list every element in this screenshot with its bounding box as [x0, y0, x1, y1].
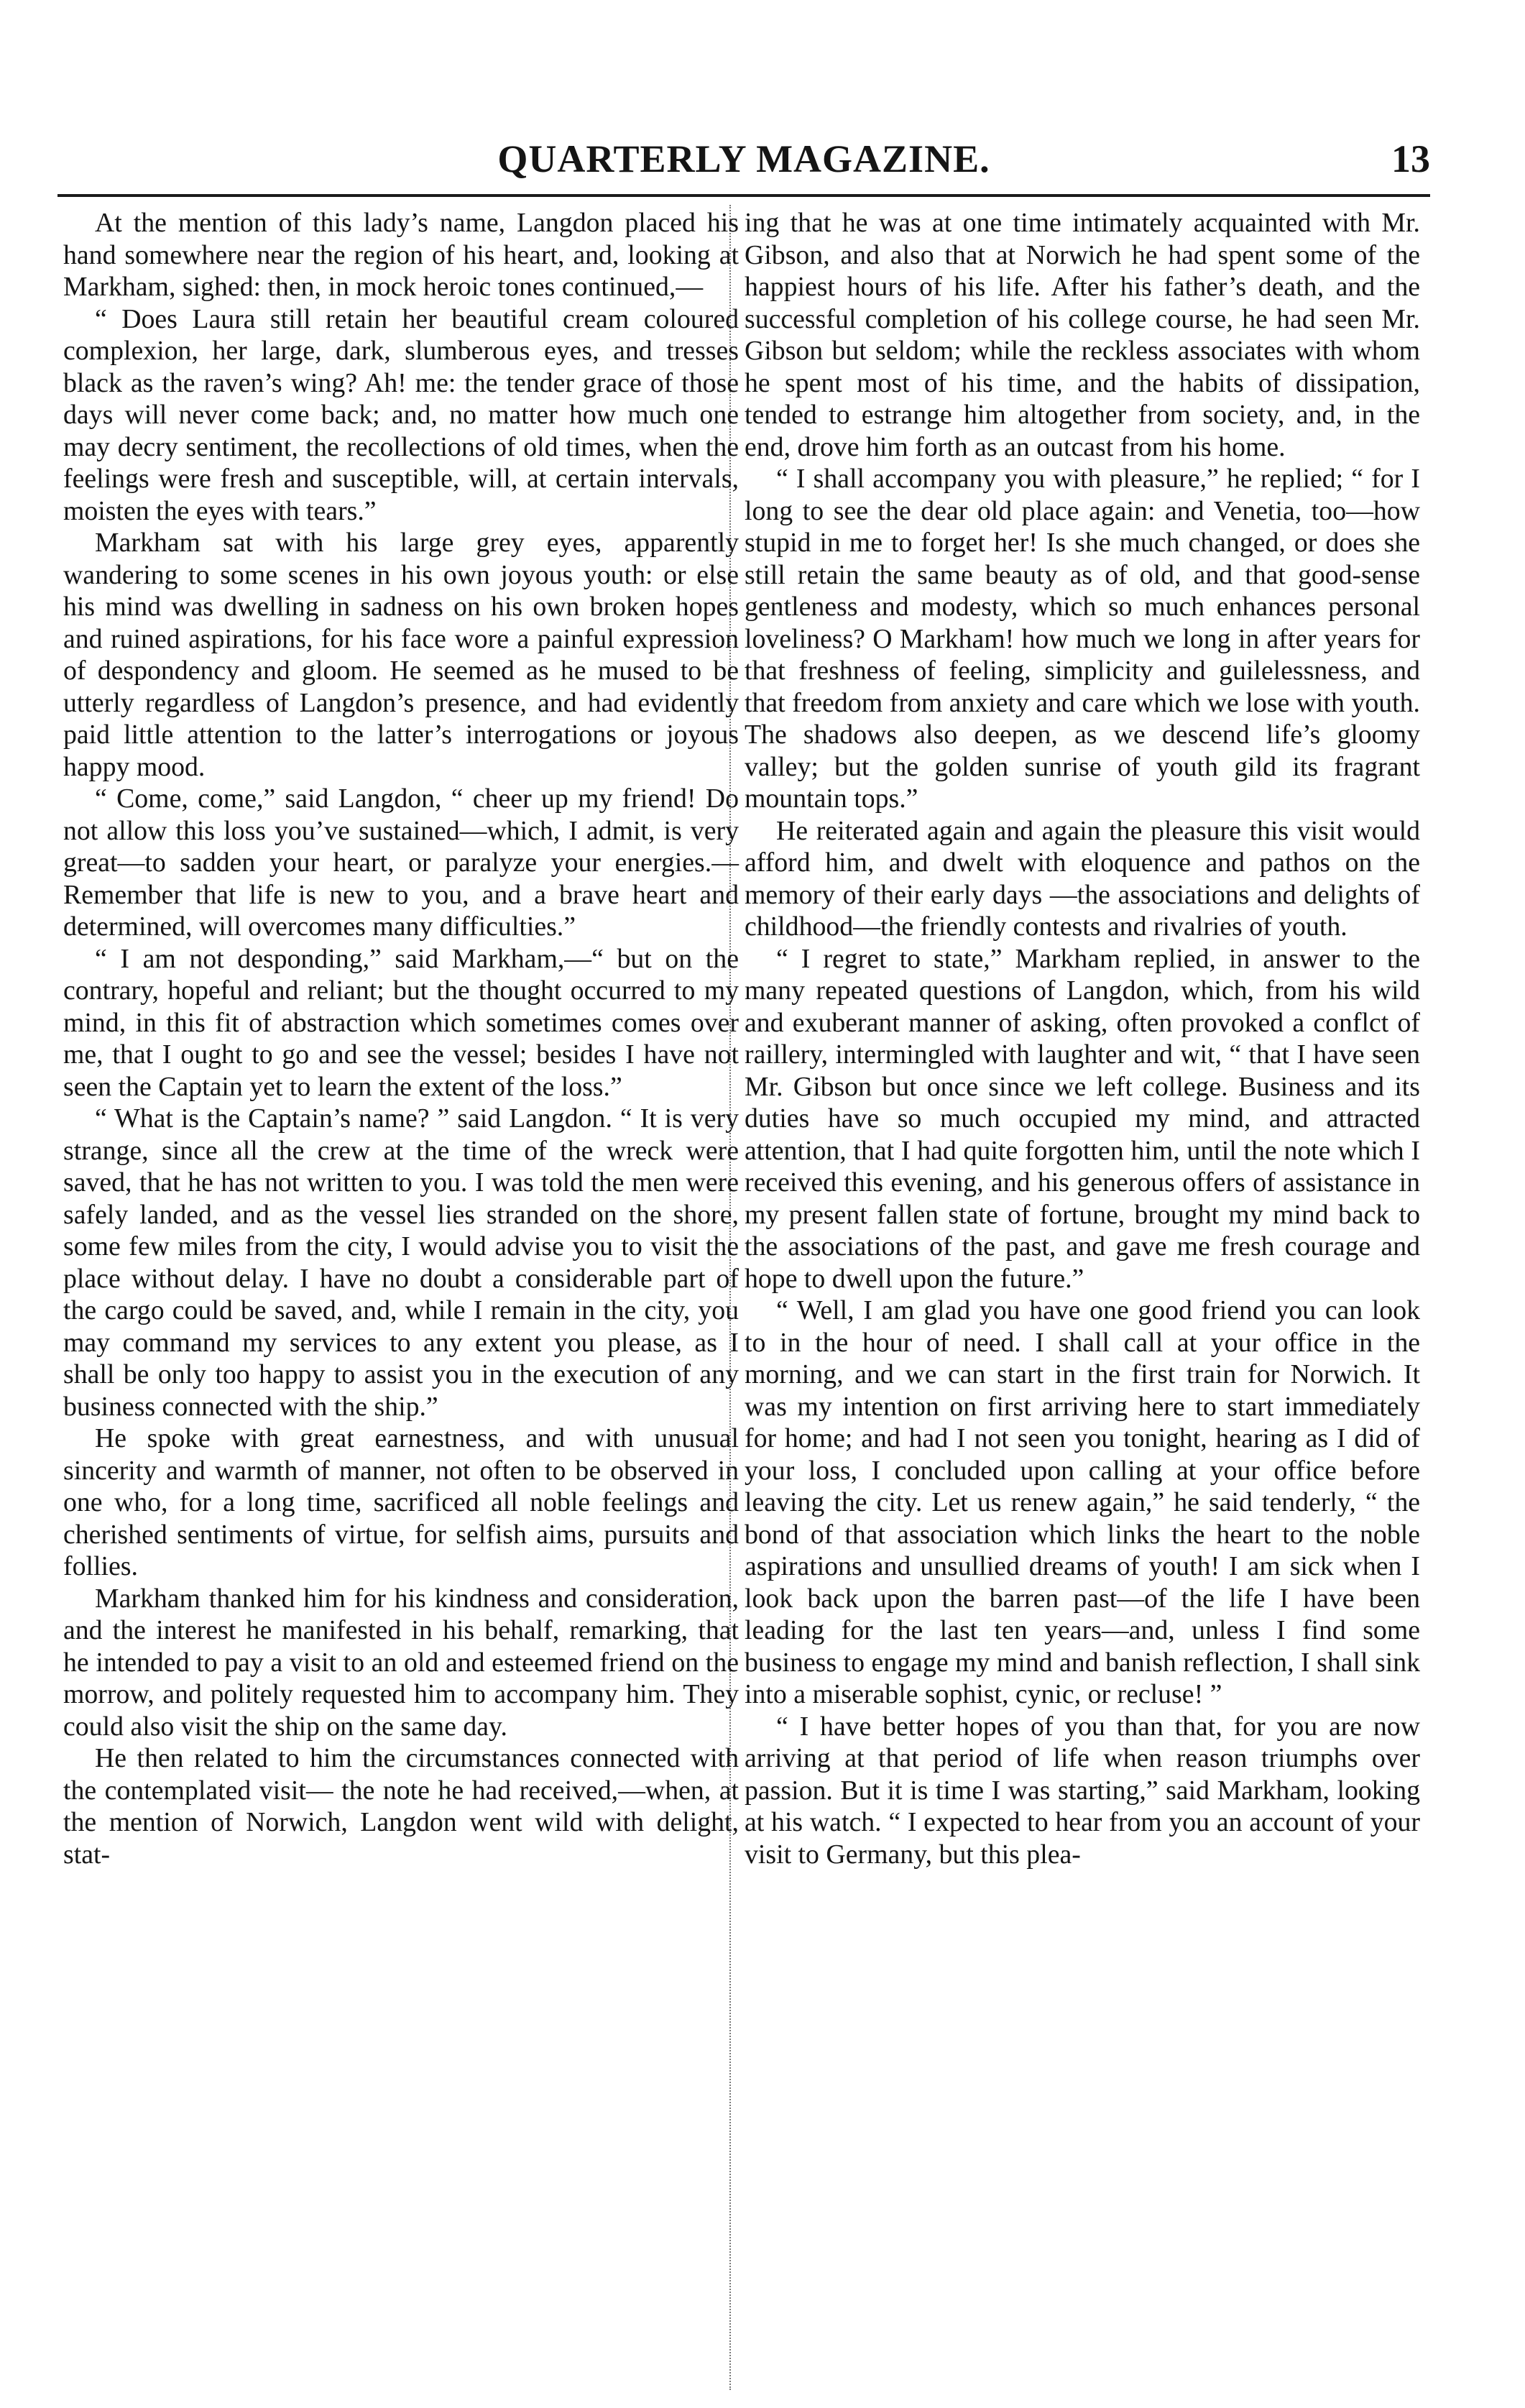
- paragraph: At the mention of this lady’s name, Langdon placed his hand somewhere near the region of his heart, and, looking at Markham, sighed: then, in mock heroic tones continued,—: [63, 208, 739, 302]
- paragraph-continued: ing that he was at one time intimately acquainted with Mr. Gibson, and also that at Norwich he had spent some of the happiest hours of his life. After his father’s death, and the successful completion of his college course, he had seen Mr. Gibson but seldom; while the reckless associates with whom he spent most of his time, and the habits of dissipation, tended to estrange him altogether from society, and, in the end, drove him forth as an outcast from his home.: [745, 208, 1420, 462]
- header-rule: [57, 194, 1430, 197]
- paragraph: “ Well, I am glad you have one good friend you can look to in the hour of need. I shall call at your office in the morning, and we can start in the first train for Norwich. It was my intention on first arriving here to start immediately for home; and had I not seen you tonight, hearing as I did of your loss, I concluded upon calling at your office before leaving the city. Let us renew again,” he said tenderly, “ the bond of that association which links the heart to the noble aspirations and unsullied dreams of youth! I am sick when I look back upon the barren past—of the life I have been leading for the last ten years—and, unless I find some business to engage my mind and banish reflection, I shall sink into a miserable sophist, cynic, or recluse! ”: [745, 1295, 1420, 1709]
- paragraph: Markham thanked him for his kindness and consideration, and the interest he manifested in his behalf, remarking, that he intended to pay a visit to an old and esteemed friend on the morrow, and politely requested him to accompany him. They could also visit the ship on the same day.: [63, 1583, 739, 1742]
- paragraph: “ What is the Captain’s name? ” said Langdon. “ It is very strange, since all the crew at the time of the wreck were saved, that he has not written to you. I was told the men were safely landed, and as the vessel lies stranded on the shore, some few miles from the city, I would advise you to visit the place without delay. I have no doubt a considerable part of the cargo could be saved, and, while I remain in the city, you may command my services to any extent you please, as I shall be only too happy to assist you in the execution of any business connected with the ship.”: [63, 1103, 739, 1422]
- paragraph: “ Does Laura still retain her beautiful cream coloured complexion, her large, dark, slumberous eyes, and tresses black as the raven’s wing? Ah! me: the tender grace of those days will never come back; and, no matter how much one may decry sentiment, the recollections of old times, when the feelings were fresh and susceptible, will, at certain intervals, moisten the eyes with tears.”: [63, 303, 739, 526]
- left-column: [63, 207, 739, 1870]
- paragraph: Markham sat with his large grey eyes, apparently wandering to some scenes in his own joyous youth: or else his mind was dwelling in sadness on his own broken hopes and ruined aspirations, for his face wore a painful expression of despondency and gloom. He seemed as he mused to be utterly regardless of Langdon’s presence, and had evidently paid little attention to the latter’s interrogations or joyous happy mood.: [63, 528, 739, 782]
- page-number: 13: [1391, 137, 1430, 180]
- paragraph: “ I shall accompany you with pleasure,” he replied; “ for I long to see the dear old place again: and Venetia, too—how stupid in me to forget her! Is she much changed, or does she still retain the same beauty as of old, and that good-sense gentleness and modesty, which so much enhances personal loveliness? O Markham! how much we long in after years for that freshness of feeling, simplicity and guilelessness, and that freedom from anxiety and care which we lose with youth. The shadows also deepen, as we descend life’s gloomy valley; but the golden sunrise of youth gild its fragrant mountain tops.”: [745, 464, 1420, 814]
- paragraph: He spoke with great earnestness, and with unusual sincerity and warmth of manner, not often to be observed in one who, for a long time, sacrificed all noble feelings and cherished sentiments of virtue, for selfish aims, pursuits and follies.: [63, 1423, 739, 1581]
- paragraph: “ I regret to state,” Markham replied, in answer to the many repeated questions of Langdon, which, from his wild and exuberant manner of asking, often provoked a conflct of raillery, intermingled with laughter and wit, “ that I have seen Mr. Gibson but once since we left college. Business and its duties have so much occupied my mind, and attracted attention, that I had quite forgotten him, until the note which I received this evening, and his generous offers of assistance in my present fallen state of fortune, brought my mind back to the associations of the past, and gave me fresh courage and hope to dwell upon the future.”: [745, 943, 1420, 1294]
- right-column: [745, 207, 1420, 1870]
- running-title: QUARTERLY MAGAZINE.: [497, 137, 990, 180]
- running-header: [57, 137, 1430, 196]
- paragraph: He reiterated again and again the pleasure this visit would afford him, and dwelt with eloquence and pathos on the memory of their early days —the associations and delights of childhood—the friendly contests and rivalries of youth.: [745, 815, 1420, 942]
- paragraph: “ I have better hopes of you than that, for you are now arriving at that period of life when reason triumphs over passion. But it is time I was starting,” said Markham, looking at his watch. “ I expected to hear from you an account of your visit to Germany, but this plea-: [745, 1711, 1420, 1870]
- paragraph: “ Come, come,” said Langdon, “ cheer up my friend! Do not allow this loss you’ve sustained—which, I admit, is very great—to sadden your heart, or paralyze your energies.—Remember that life is new to you, and a brave heart and determined, will overcomes many difficulties.”: [63, 783, 739, 942]
- paragraph: He then related to him the circumstances connected with the contemplated visit— the note he had received,—when, at the mention of Norwich, Langdon went wild with delight, stat-: [63, 1743, 739, 1870]
- paragraph: “ I am not desponding,” said Markham,—“ but on the contrary, hopeful and reliant; but the thought occurred to my mind, in this fit of abstraction which sometimes comes over me, that I ought to go and see the vessel; besides I have not seen the Captain yet to learn the extent of the loss.”: [63, 943, 739, 1102]
